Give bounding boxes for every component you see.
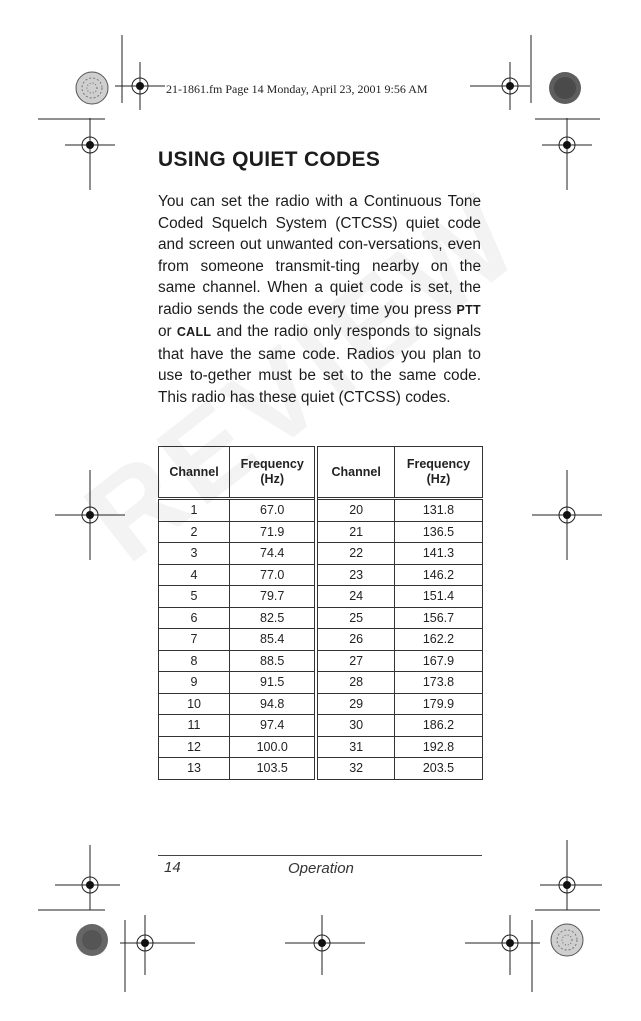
frequency-cell: 131.8 xyxy=(394,499,482,522)
channel-cell: 9 xyxy=(159,672,230,694)
channel-cell: 26 xyxy=(316,629,394,651)
frequency-cell: 103.5 xyxy=(230,758,317,780)
table-header-row xyxy=(159,447,483,499)
frequency-cell: 77.0 xyxy=(230,564,317,586)
frequency-cell: 94.8 xyxy=(230,693,317,715)
table-row xyxy=(159,543,483,565)
frequency-cell: 156.7 xyxy=(394,607,482,629)
ptt-key-label: PTT xyxy=(456,302,481,317)
call-key-label: CALL xyxy=(176,325,212,339)
channel-cell: 20 xyxy=(316,499,394,522)
channel-cell: 27 xyxy=(316,650,394,672)
table-row xyxy=(159,629,483,651)
frequency-cell: 192.8 xyxy=(394,736,482,758)
frequency-cell: 179.9 xyxy=(394,693,482,715)
channel-cell: 28 xyxy=(316,672,394,694)
footer-rule xyxy=(158,855,482,856)
channel-cell: 10 xyxy=(159,693,230,715)
calibration-target-top-left xyxy=(76,72,108,104)
frequency-cell: 186.2 xyxy=(394,715,482,737)
channel-cell: 29 xyxy=(316,693,394,715)
calibration-target-bottom-left xyxy=(76,924,108,956)
channel-cell: 30 xyxy=(316,715,394,737)
channel-cell: 6 xyxy=(159,607,230,629)
channel-cell: 21 xyxy=(316,521,394,543)
intro-text-2: and the radio only responds to signals that have the same code. Radios you plan to use to-gether must be set to the same code. This radio has these quiet (CTCSS) codes. xyxy=(158,323,481,406)
frequency-cell: 100.0 xyxy=(230,736,317,758)
frequency-cell: 88.5 xyxy=(230,650,317,672)
frequency-cell: 91.5 xyxy=(230,672,317,694)
frequency-cell: 71.9 xyxy=(230,521,317,543)
table-row xyxy=(159,715,483,737)
channel-cell: 7 xyxy=(159,629,230,651)
channel-cell: 31 xyxy=(316,736,394,758)
channel-cell: 32 xyxy=(316,758,394,780)
frequency-cell: 167.9 xyxy=(394,650,482,672)
section-name: Operation xyxy=(288,860,354,877)
channel-cell: 3 xyxy=(159,543,230,565)
table-row xyxy=(159,499,483,522)
channel-cell: 11 xyxy=(159,715,230,737)
table-row xyxy=(159,521,483,543)
frequency-cell: 79.7 xyxy=(230,586,317,608)
channel-cell: 2 xyxy=(159,521,230,543)
calibration-target-bottom-right xyxy=(551,924,583,956)
header-channel-1: Channel xyxy=(159,447,230,499)
frequency-cell: 74.4 xyxy=(230,543,317,565)
frequency-cell: 82.5 xyxy=(230,607,317,629)
table-row xyxy=(159,564,483,586)
section-title: USING QUIET CODES xyxy=(158,148,381,171)
channel-cell: 22 xyxy=(316,543,394,565)
file-header-line: 21-1861.fm Page 14 Monday, April 23, 2001 9:56 AM xyxy=(166,82,428,96)
frequency-cell: 85.4 xyxy=(230,629,317,651)
intro-or: or xyxy=(158,323,177,340)
channel-cell: 1 xyxy=(159,499,230,522)
frequency-cell: 136.5 xyxy=(394,521,482,543)
header-frequency-1: Frequency (Hz) xyxy=(230,447,317,499)
table-body xyxy=(159,499,483,780)
frequency-cell: 146.2 xyxy=(394,564,482,586)
intro-text-1: You can set the radio with a Continuous Tone Coded Squelch System (CTCSS) quiet code and screen out unwanted con-versations, even from someone transmit-ting nearby on the same channel. When a quiet code is set, the radio sends the code every time you press xyxy=(158,193,481,318)
page-number: 14 xyxy=(164,859,181,876)
channel-cell: 24 xyxy=(316,586,394,608)
channel-cell: 23 xyxy=(316,564,394,586)
table-row xyxy=(159,607,483,629)
table-row xyxy=(159,758,483,780)
table-row xyxy=(159,693,483,715)
frequency-cell: 203.5 xyxy=(394,758,482,780)
frequency-cell: 151.4 xyxy=(394,586,482,608)
channel-cell: 5 xyxy=(159,586,230,608)
frequency-cell: 141.3 xyxy=(394,543,482,565)
header-channel-2: Channel xyxy=(316,447,394,499)
channel-cell: 12 xyxy=(159,736,230,758)
channel-cell: 13 xyxy=(159,758,230,780)
frequency-cell: 67.0 xyxy=(230,499,317,522)
table-row xyxy=(159,736,483,758)
calibration-target-top-right xyxy=(549,72,581,104)
frequency-cell: 97.4 xyxy=(230,715,317,737)
quiet-codes-table xyxy=(158,446,483,780)
channel-cell: 25 xyxy=(316,607,394,629)
intro-paragraph xyxy=(158,191,481,408)
header-frequency-2: Frequency (Hz) xyxy=(394,447,482,499)
table-row xyxy=(159,672,483,694)
table-row xyxy=(159,650,483,672)
channel-cell: 8 xyxy=(159,650,230,672)
channel-cell: 4 xyxy=(159,564,230,586)
frequency-cell: 162.2 xyxy=(394,629,482,651)
table-row xyxy=(159,586,483,608)
frequency-cell: 173.8 xyxy=(394,672,482,694)
